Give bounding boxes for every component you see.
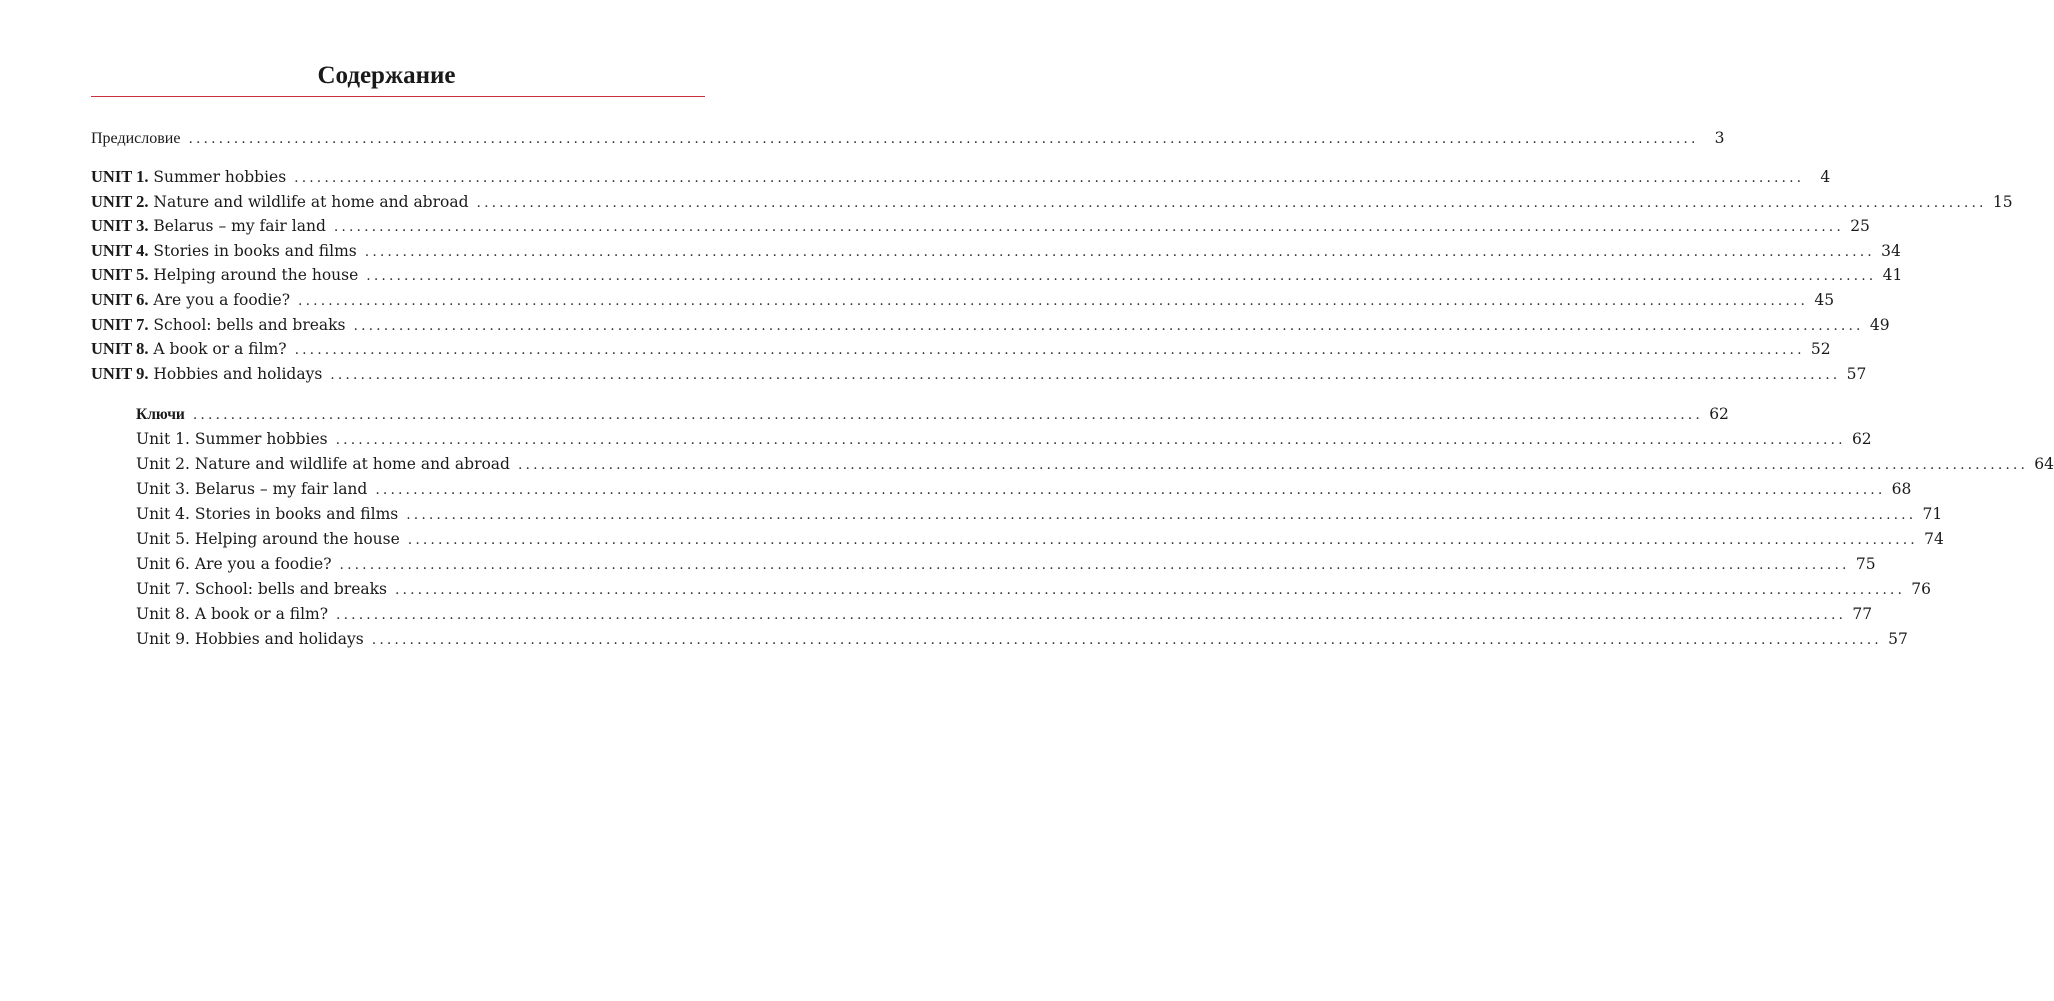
toc-page-number: 49 <box>1869 315 1890 334</box>
toc-page-number: 52 <box>1810 340 1831 359</box>
toc-leader-dots: ........................................................................................................................................................................................................ <box>294 342 1805 359</box>
toc-page-number: 68 <box>1891 480 1912 498</box>
toc-leader-dots: ........................................................................................................................................................................................................ <box>364 243 1875 260</box>
unit-title: Hobbies and holidays <box>153 364 323 383</box>
toc-title <box>91 239 357 263</box>
unit-prefix: UNIT 2. <box>91 191 149 211</box>
unit-prefix: UNIT 6. <box>91 290 149 309</box>
toc-leader-dots: ........................................................................................................................................................................................................ <box>371 632 1882 648</box>
unit-title: A book or a film? <box>153 340 287 359</box>
toc-title <box>91 214 326 238</box>
toc-title <box>91 165 286 189</box>
toc-leader-dots: ........................................................................................................................................................................................................ <box>366 268 1877 285</box>
toc-title: Unit 7. School: bells and breaks <box>136 580 387 598</box>
toc-leader-dots: ........................................................................................................................................................................................................ <box>188 131 1699 147</box>
toc-leader-dots: ........................................................................................................................................................................................................ <box>406 507 1917 523</box>
toc-leader-dots: ........................................................................................................................................................................................................ <box>394 582 1906 598</box>
toc-title: Unit 8. A book or a film? <box>136 605 329 623</box>
toc-leader-dots: ........................................................................................................................................................................................................ <box>335 432 1846 448</box>
toc-row-unit-5[interactable] <box>91 263 1903 287</box>
toc-page-number: 25 <box>1850 217 1870 236</box>
toc-page-number: 15 <box>1992 192 2013 211</box>
unit-prefix: UNIT 8. <box>91 339 149 359</box>
unit-prefix: UNIT 5. <box>91 265 149 285</box>
toc-title: Ключи <box>136 406 185 423</box>
toc-leader-dots: ........................................................................................................................................................................................................ <box>476 194 1987 211</box>
unit-title: Stories in books and films <box>153 241 357 260</box>
toc-row-key-unit-4[interactable] <box>136 502 1943 526</box>
toc-row-unit-2[interactable] <box>91 190 2013 214</box>
toc-leader-dots: ........................................................................................................................................................................................................ <box>353 317 1864 334</box>
toc-row-unit-1[interactable] <box>91 165 1831 189</box>
toc-row-key-unit-3[interactable] <box>136 477 1912 501</box>
toc-leader-dots: ........................................................................................................................................................................................................ <box>192 407 1703 423</box>
toc-leader-dots: ........................................................................................................................................................................................................ <box>294 170 1805 186</box>
toc-title: Unit 4. Stories in books and films <box>136 505 399 523</box>
toc-row-unit-4[interactable] <box>91 239 1901 263</box>
toc-leader-dots: ........................................................................................................................................................................................................ <box>298 293 1809 309</box>
toc-title <box>91 288 290 312</box>
toc-title <box>91 337 287 361</box>
toc-page-number: 62 <box>1851 430 1872 448</box>
unit-title: School: bells and breaks <box>153 315 346 334</box>
toc-leader-dots: ........................................................................................................................................................................................................ <box>339 557 1850 573</box>
unit-prefix: UNIT 3. <box>91 216 149 236</box>
toc-leader-dots: ........................................................................................................................................................................................................ <box>336 607 1847 623</box>
toc-page-number: 74 <box>1924 530 1944 548</box>
unit-prefix: UNIT 4. <box>91 240 149 260</box>
toc-title <box>91 313 346 337</box>
toc-row-key-unit-2[interactable] <box>136 452 2054 476</box>
toc-page-number: 4 <box>1820 168 1831 186</box>
toc-row-key-unit-6[interactable] <box>136 552 1876 576</box>
unit-prefix: UNIT 7. <box>91 314 149 334</box>
toc-title <box>91 362 322 386</box>
toc-page-number: 75 <box>1855 555 1876 573</box>
toc-page-number: 77 <box>1852 605 1873 623</box>
toc-row-unit-6[interactable] <box>91 288 1835 312</box>
toc-page-number: 71 <box>1922 505 1943 523</box>
toc-page-number: 64 <box>2034 455 2054 473</box>
unit-title: Helping around the house <box>153 266 359 285</box>
toc-title: Unit 2. Nature and wildlife at home and abroad <box>136 455 510 473</box>
toc-page-number: 76 <box>1911 580 1932 598</box>
toc-row-key-unit-5[interactable] <box>136 527 1944 551</box>
unit-title: Belarus – my fair land <box>153 217 326 236</box>
unit-prefix: UNIT 9. <box>91 363 149 383</box>
toc-page-number: 41 <box>1882 266 1903 285</box>
toc-row-unit-8[interactable] <box>91 337 1831 361</box>
toc-leader-dots: ........................................................................................................................................................................................................ <box>375 482 1886 498</box>
toc-page-number: 57 <box>1888 630 1908 648</box>
toc-title: Unit 5. Helping around the house <box>136 530 400 548</box>
toc-title: Unit 1. Summer hobbies <box>136 430 328 448</box>
toc-row-key-unit-8[interactable] <box>136 602 1873 626</box>
toc-row-unit-9[interactable] <box>91 362 1867 386</box>
toc-row-keys-heading[interactable] <box>136 402 1729 426</box>
toc-title: Предисловие <box>91 130 181 147</box>
toc-row-unit-3[interactable] <box>91 214 1870 238</box>
toc-leader-dots: ........................................................................................................................................................................................................ <box>407 532 1918 548</box>
page-title: Содержание <box>317 62 456 89</box>
toc-page-number: 3 <box>1714 129 1725 147</box>
toc-title <box>91 263 358 287</box>
toc-row-preface[interactable] <box>91 126 1725 150</box>
toc-row-key-unit-7[interactable] <box>136 577 1932 601</box>
toc-title: Unit 6. Are you a foodie? <box>136 555 332 573</box>
toc-leader-dots: ........................................................................................................................................................................................................ <box>333 219 1844 236</box>
toc-page-number: 62 <box>1709 405 1729 423</box>
unit-prefix: UNIT 1. <box>91 167 149 186</box>
toc-leader-dots: ........................................................................................................................................................................................................ <box>517 457 2029 473</box>
toc-page-number: 34 <box>1881 241 1901 260</box>
unit-title: Are you a foodie? <box>153 291 291 309</box>
toc-row-key-unit-1[interactable] <box>136 427 1872 451</box>
toc-row-unit-7[interactable] <box>91 313 1890 337</box>
toc-row-key-unit-9[interactable] <box>136 627 1908 651</box>
unit-title: Nature and wildlife at home and abroad <box>153 192 469 211</box>
toc-title: Unit 9. Hobbies and holidays <box>136 630 364 648</box>
toc-title <box>91 190 469 214</box>
toc-page-number: 57 <box>1846 364 1867 383</box>
toc-page-number: 45 <box>1814 291 1835 309</box>
unit-title: Summer hobbies <box>153 168 287 186</box>
toc-title: Unit 3. Belarus – my fair land <box>136 480 368 498</box>
toc-leader-dots: ........................................................................................................................................................................................................ <box>330 366 1841 383</box>
